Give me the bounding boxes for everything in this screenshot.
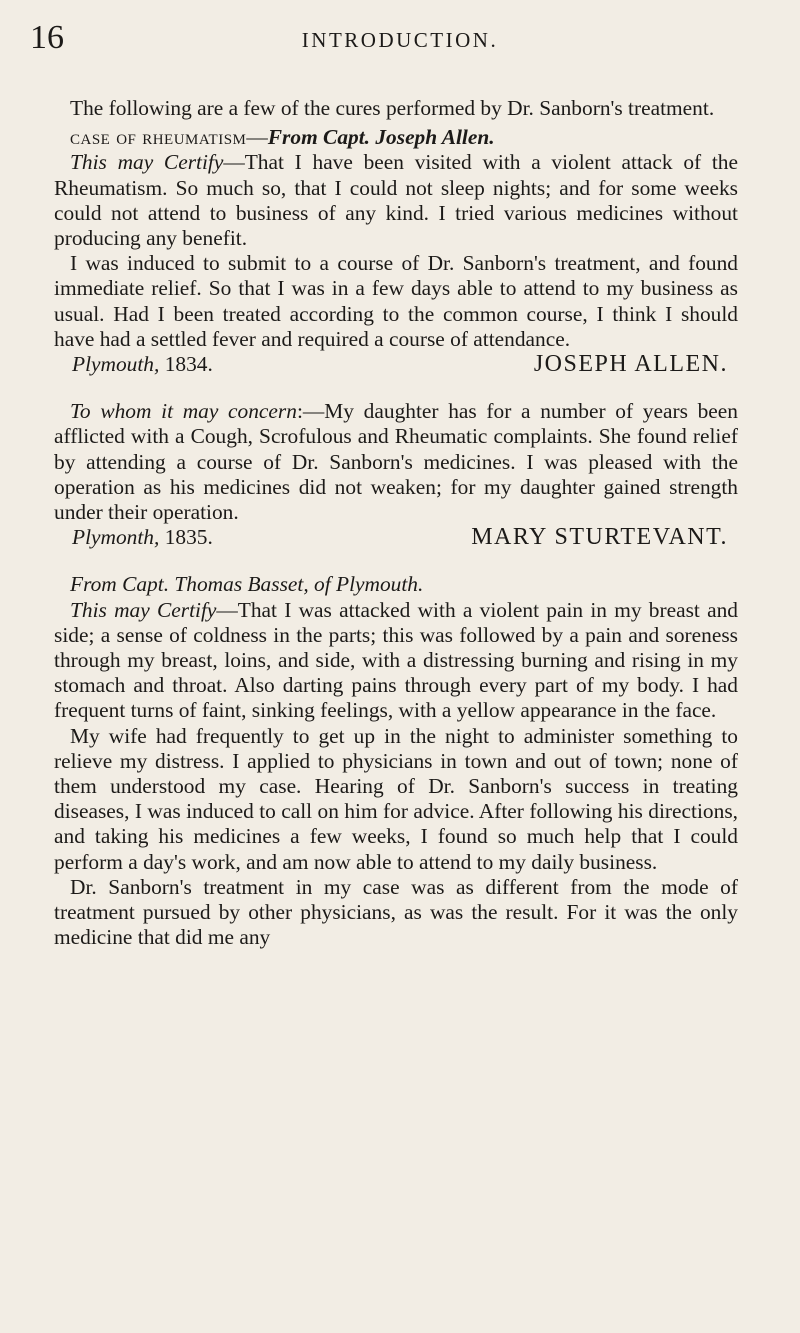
case1-dateline	[72, 352, 213, 377]
page-number: 16	[30, 19, 64, 56]
case1-place: Plymouth,	[72, 352, 160, 377]
case1-heading-case: case of rheumatism	[70, 125, 247, 150]
case3-lead: This may Certify	[70, 597, 217, 622]
case3-paragraph-1	[54, 598, 738, 724]
case3-paragraph-2: My wife had frequently to get up in the night to administer something to relieve my distress. I applied to physicians in town and out of town; none of them understood my case. Hearing of Dr. Sanborn's success in treating diseases, I was induced to call on him for advice. After following his directions, and taking his medicines a few weeks, I found so much help that I could perform a day's work, and am now able to attend to my daily business.	[54, 723, 738, 874]
case2-signature: MARY STURTEVANT.	[471, 524, 728, 551]
case1-paragraph-2: I was induced to submit to a course of Dr. Sanborn's treatment, and found immediate relief. So that I was in a few days able to attend to my business as usual. Had I been treated according to the common course, I think I should have had a settled fever and required a course of attendance.	[54, 251, 738, 351]
case1-text-1: —That I have been visited with a violent attack of the Rheumatism. So much so, that I could not sleep nights; and for some weeks could not attend to business of any kind. I tried various medicines without producing any benefit.	[54, 150, 738, 251]
case2-text-1: :—My daughter has for a number of years been afflicted with a Cough, Scrofulous and Rheumatic complaints. She found relief by attending a course of Dr. Sanborn's medicines. I was pleased with the operation as his medicines did not weaken; for my daughter gained strength under their operation.	[54, 399, 738, 525]
case1-lead: This may Certify	[70, 150, 224, 175]
case1-heading-from: From Capt. Joseph Allen.	[267, 125, 495, 150]
running-head	[0, 18, 800, 58]
case2-signature-line	[54, 525, 738, 550]
case3-paragraph-3: Dr. Sanborn's treatment in my case was as different from the mode of treatment pursued by other physicians, as was the result. For it was the only medicine that did me any	[54, 874, 738, 950]
case3-text-1: —That I was attacked with a violent pain in my breast and side; a sense of coldness in the parts; this was followed by a pain and soreness through my breast, loins, and side, with a distressing burning and rising in my stomach and throat. Also darting pains through every part of my body. I had frequent turns of faint, sinking feelings, with a yellow appearance in the face.	[54, 597, 739, 723]
case1-signature-line	[54, 352, 738, 377]
case2-place: Plymonth,	[72, 525, 160, 550]
case2-paragraph-1	[54, 399, 738, 525]
case2-lead: To whom it may concern	[70, 399, 297, 424]
intro-paragraph: The following are a few of the cures performed by Dr. Sanborn's treatment.	[70, 96, 715, 120]
case3-heading: From Capt. Thomas Basset, of Plymouth.	[70, 572, 424, 597]
case2-year: 1835.	[164, 525, 213, 550]
case1-signature: JOSEPH ALLEN.	[533, 351, 728, 378]
running-title: INTRODUCTION.	[301, 28, 499, 52]
case1-heading	[54, 125, 738, 150]
case2-dateline	[72, 525, 213, 550]
page-body	[54, 96, 738, 951]
case1-paragraph-1	[54, 150, 738, 251]
case1-heading-dash: —	[246, 125, 268, 150]
case1-year: 1834.	[164, 352, 213, 377]
